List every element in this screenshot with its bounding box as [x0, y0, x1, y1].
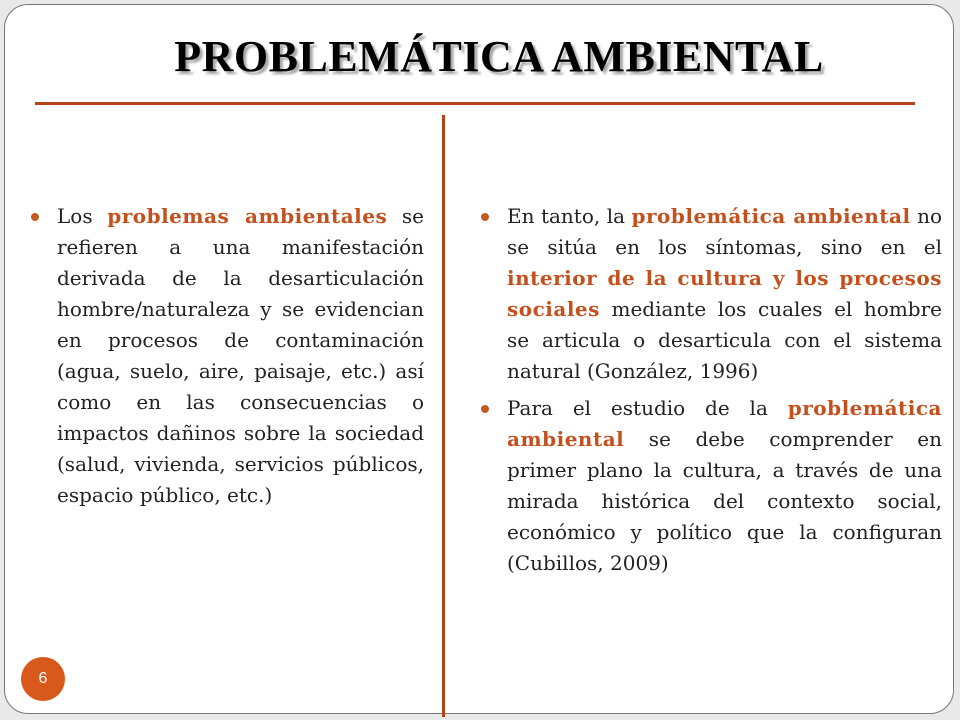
right-bullet-1: [479, 201, 942, 387]
highlight-text: problemática ambiental: [507, 396, 942, 451]
bullet-dot-icon: [31, 213, 39, 221]
right-bullet-list: [479, 201, 942, 579]
text-run: Los: [57, 204, 108, 228]
page-number-badge: 6: [21, 657, 65, 701]
right-column: [479, 201, 942, 585]
title-underline: [35, 102, 915, 105]
text-run: mediante los cuales el hombre se articula o desarticula con el sistema natural (González, 1996): [507, 297, 942, 383]
highlight-text: interior de la cultura y los procesos sociales: [507, 266, 942, 321]
column-divider: [442, 115, 445, 717]
right-bullet-2: [479, 393, 942, 579]
slide-title: PROBLEMÁTICA AMBIENTAL: [174, 32, 824, 81]
text-run: En tanto, la: [507, 204, 632, 228]
bullet-dot-icon: [481, 213, 489, 221]
text-run: Para el estudio de la: [507, 396, 788, 420]
text-run: se refieren a una manifestación derivada de la desarticulación hombre/naturaleza y se evidencian en procesos de contaminación (agua, suelo, aire, paisaje, etc.) así como en las consecuencias o impactos dañinos sobre la sociedad (salud, vivienda, servicios públicos, espacio público, etc.): [57, 204, 424, 507]
title-wrap: [5, 31, 953, 82]
text-run: no se sitúa en los síntomas, sino en el: [507, 204, 943, 259]
left-column: [29, 201, 424, 517]
left-bullet-1: [29, 201, 424, 511]
text-run: se debe comprender en primer plano la cultura, a través de una mirada histórica del contexto social, económico y político que la configuran (Cubillos, 2009): [507, 427, 942, 575]
slide: [4, 4, 954, 714]
highlight-text: problemas ambientales: [107, 204, 388, 228]
highlight-text: problemática ambiental: [631, 204, 911, 228]
left-bullet-list: [29, 201, 424, 511]
bullet-dot-icon: [481, 405, 489, 413]
